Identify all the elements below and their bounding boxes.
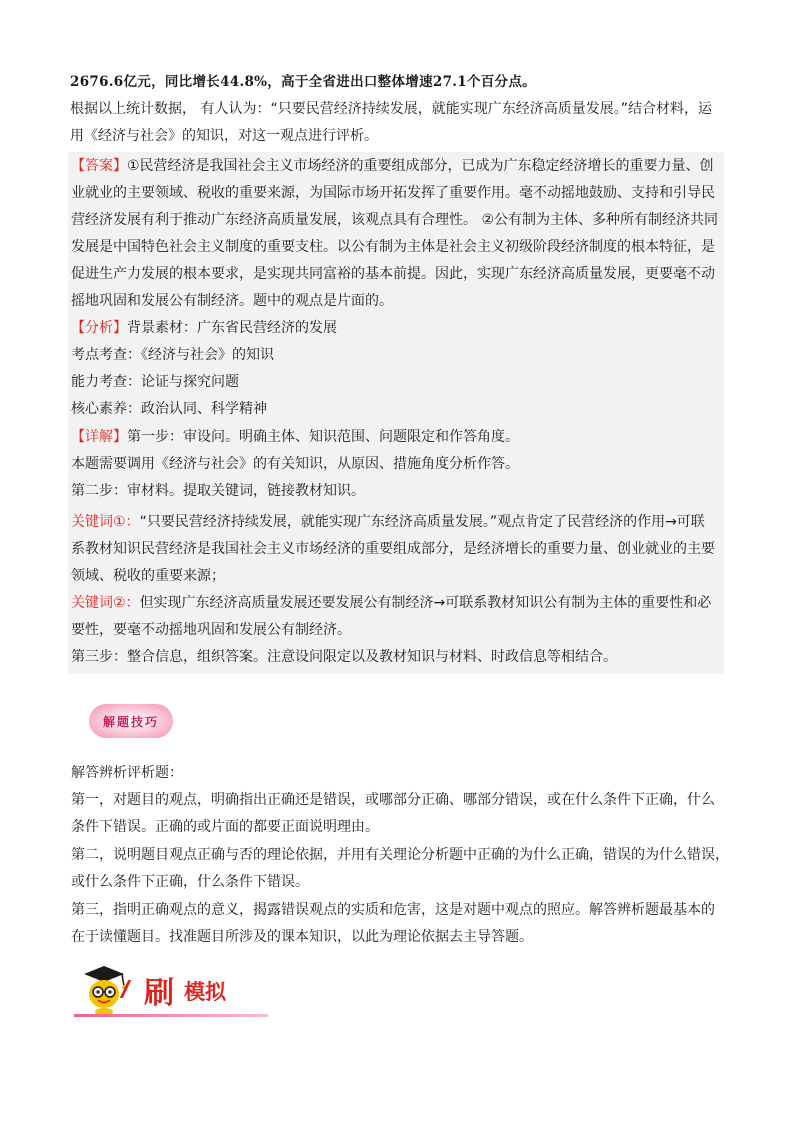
- keyword-1-text-1: “只要民营经济持续发展，就能实现广东经济高质量发展。”观点肯定了民营经济的作用→可联: [139, 514, 705, 530]
- tips-line-1: 解答辨析评析题：: [71, 765, 183, 781]
- analysis-line-4: 核心素养：政治认同、科学精神: [71, 401, 267, 417]
- intro-line-1: 2676.6亿元，同比增长44.8%，高于全省进出口整体增速27.1个百分点。: [70, 74, 536, 90]
- tips-line-5: 或什么条件下正确，什么条件下错误。: [71, 874, 309, 890]
- keyword-1-line-3: 领域、税收的重要来源；: [71, 568, 225, 584]
- analysis-line-2: 考点考查：《经济与社会》的知识: [71, 347, 274, 363]
- analysis-tag: 【分析】: [71, 320, 127, 336]
- question-line-2: 用《经济与社会》的知识，对这一观点进行评析。: [70, 128, 378, 144]
- answer-line-4: 发展是中国特色社会主义制度的重要支柱。以公有制为主体是社会主义初级阶段经济制度的根本特征，是: [71, 239, 715, 255]
- answer-line-2: 业就业的主要领域、税收的重要来源，为国际市场开拓发挥了重要作用。毫不动摇地鼓励、支持和引导民: [71, 185, 715, 201]
- keyword-1-line-2: 系教材知识民营经济是我国社会主义市场经济的重要组成部分，是经济增长的重要力量、创业就业的主要: [71, 541, 715, 557]
- detail-line-3: 第二步：审材料。提取关键词，链接教材知识。: [71, 483, 365, 499]
- keyword-2-line-1: [71, 593, 711, 613]
- answer-line-1: [71, 156, 714, 176]
- tips-badge-label: 解题技巧: [102, 714, 159, 729]
- analysis-line-1: [71, 318, 337, 338]
- tips-badge: [89, 704, 173, 738]
- keyword-2-line-2: 要性，要毫不动摇地巩固和发展公有制经济。: [71, 622, 351, 638]
- keyword-2-tag: 关键词②：: [71, 595, 140, 611]
- detail-line-1: [71, 427, 519, 447]
- detail-text-1: 第一步：审设问。明确主体、知识范围、问题限定和作答角度。: [127, 429, 519, 445]
- keyword-2-text-1: 但实现广东经济高质量发展还要发展公有制经济→可联系教材知识公有制为主体的重要性和必: [139, 595, 712, 611]
- answer-text-1: ①民营经济是我国社会主义市场经济的重要组成部分，已成为广东稳定经济增长的重要力量、创: [127, 158, 714, 174]
- keyword-1-tag: 关键词①：: [71, 514, 140, 530]
- answer-line-3: 营经济发展有利于推动广东经济高质量发展，该观点具有合理性。 ②公有制为主体、多种所有制经济共同: [71, 212, 718, 228]
- analysis-line-3: 能力考查：论证与探究问题: [71, 374, 239, 390]
- question-line-1: 根据以上统计数据， 有人认为：“只要民营经济持续发展，就能实现广东经济高质量发展。”结合材料，运: [70, 101, 712, 117]
- tips-line-2: 第一，对题目的观点，明确指出正确还是错误，或哪部分正确、哪部分错误，或在什么条件下正确，什么: [71, 792, 715, 808]
- section-title-small: 模拟: [184, 979, 226, 1004]
- analysis-text-1: 背景素材：广东省民营经济的发展: [127, 320, 337, 336]
- detail-line-2: 本题需要调用《经济与社会》的有关知识，从原因、措施角度分析作答。: [71, 456, 519, 472]
- answer-line-6: 摇地巩固和发展公有制经济。题中的观点是片面的。: [71, 293, 393, 309]
- tips-line-6: 第三，指明正确观点的意义，揭露错误观点的实质和危害，这是对题中观点的照应。解答辨析题最基本的: [71, 902, 715, 918]
- answer-tag: 【答案】: [71, 158, 127, 174]
- section-header-mock: [74, 962, 274, 1022]
- answer-line-5: 促进生产力发展的根本要求，是实现共同富裕的基本前提。因此，实现广东经济高质量发展，更要毫不动: [71, 266, 715, 282]
- section-title-big: 刷: [144, 976, 174, 1011]
- section-underline: [74, 1014, 268, 1017]
- tips-line-3: 条件下错误。正确的或片面的都要正面说明理由。: [71, 819, 379, 835]
- detail-tag: 【详解】: [71, 429, 127, 445]
- tips-line-4: 第二，说明题目观点正确与否的理论依据，并用有关理论分析题中正确的为什么正确，错误的为什么错误，: [71, 847, 729, 863]
- tips-line-7: 在于读懂题目。找准题目所涉及的课本知识，以此为理论依据去主导答题。: [71, 929, 533, 945]
- keyword-1-line-1: [71, 512, 705, 532]
- detail-step-3: 第三步：整合信息，组织答案。注意设问限定以及教材知识与材料、时政信息等相结合。: [71, 649, 617, 665]
